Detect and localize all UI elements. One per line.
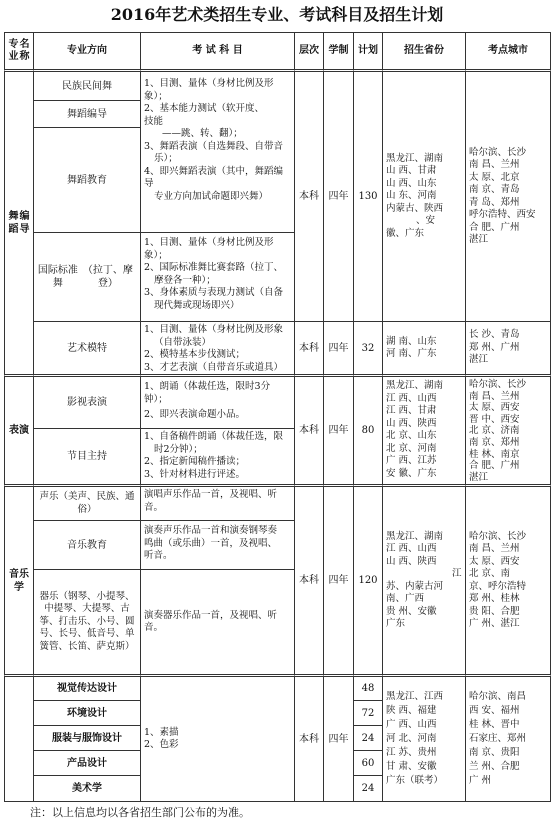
city-line: 北 京、南	[469, 568, 511, 579]
duration-char: 年	[338, 575, 349, 586]
duration-dance-b	[323, 321, 354, 375]
province-line: 江 西、山西	[386, 392, 437, 404]
plan-performance: 80	[353, 374, 383, 485]
province-line: 江 西、山西	[386, 543, 437, 554]
province-line: 湖 南、山东	[386, 335, 437, 347]
level-char: 本	[299, 342, 309, 354]
duration-char: 四	[328, 575, 339, 586]
province-line: 黑龙江、湖南	[386, 530, 444, 542]
direction-fashion-design: 服装与服饰设计	[33, 725, 141, 751]
subjects-dance-a-line: ——跳、转、翻）；	[162, 128, 243, 139]
header-duration	[323, 32, 354, 72]
subjects-dance-c-line: （自带泳装）	[154, 336, 212, 348]
subjects-line: 听音。	[144, 550, 173, 561]
level-performance	[294, 374, 324, 485]
cities-design	[465, 674, 551, 802]
city-line: 太 原、北京	[469, 171, 520, 183]
subjects-dance-b-line: 现代舞或现场即兴）	[154, 299, 240, 311]
subjects-line: 1、自备稿件朗诵（体裁任选，限	[144, 431, 284, 442]
province-line: 广 西、山西	[386, 719, 437, 730]
enrollment-table	[4, 32, 551, 802]
direction-dance-education: 舞蹈教育	[33, 127, 141, 233]
city-line: 京、呼尔浩特	[469, 580, 527, 592]
plan-dance-a: 130	[353, 71, 383, 322]
city-line: 南 京、青岛	[469, 184, 520, 195]
major-performance: 表演	[4, 374, 34, 485]
province-line: 山 东、河南	[386, 190, 437, 202]
level-char: 科	[309, 575, 319, 586]
subjects-line: 2、色彩	[144, 739, 179, 750]
province-line: 江 苏、贵州	[386, 747, 437, 758]
city-line: 兰 州、合肥	[469, 761, 520, 772]
province-line: 黑龙江、江西	[386, 691, 444, 702]
level-dance-a	[294, 71, 324, 322]
duration-char: 年	[338, 342, 349, 354]
level-char: 本	[299, 191, 309, 202]
subjects-dance-b	[140, 232, 295, 322]
city-line: 呼尔浩特、西安	[469, 209, 536, 220]
subjects-line: 演唱声乐作品一首，及视唱、听	[144, 489, 278, 500]
city-line: 南 昌、兰州	[469, 543, 520, 554]
subjects-music-c	[140, 569, 295, 675]
province-line: 黑龙江、湖南	[386, 152, 444, 164]
province-line: 、安	[416, 215, 436, 227]
province-line: 安 徽、广东	[386, 467, 437, 479]
cities-music	[465, 484, 551, 675]
province-line: 广东	[386, 618, 406, 629]
duration-performance	[323, 374, 354, 485]
city-line: 合 肥、广州	[469, 221, 520, 233]
province-line: 山 西、陕西	[386, 417, 437, 429]
city-line: 桂 林、南京	[469, 448, 520, 460]
subjects-performance-b	[140, 428, 295, 485]
subjects-line: 2、指定新闻稿件播读；	[144, 456, 246, 467]
level-char: 本	[299, 575, 309, 586]
duration-design	[323, 674, 354, 802]
provinces-performance	[382, 374, 466, 485]
city-line: 哈尔滨、长沙	[469, 530, 527, 542]
header-duration-line2: 制	[338, 45, 349, 56]
header-major-line1: 专业	[8, 39, 19, 62]
direction-dance-choreography: 舞蹈编导	[33, 100, 141, 128]
level-char: 科	[309, 191, 319, 202]
header-plan	[353, 32, 383, 72]
province-line: 徽、广东	[386, 227, 425, 239]
header-level-line1: 层	[299, 45, 309, 56]
header-major-line2: 名称	[19, 39, 30, 62]
subjects-design	[140, 674, 295, 802]
province-line: 贵 州、安徽	[386, 605, 437, 617]
subjects-dance-a-line: 技能	[144, 115, 164, 127]
plan-fine-arts: 24	[353, 775, 383, 802]
subjects-line: 鸣曲（或乐曲）一首，及视唱、	[144, 537, 278, 549]
header-subjects: 考 试 科 目	[140, 32, 295, 72]
cities-dance-b	[465, 321, 551, 375]
city-line: 石家庄、郑州	[469, 733, 527, 744]
subjects-dance-a	[140, 71, 295, 233]
city-line: 南 京、贵阳	[469, 747, 520, 758]
level-char: 科	[309, 733, 319, 745]
direction-ballroom-line1: 国际标准舞	[37, 265, 78, 289]
city-line: 广 州、湛江	[469, 618, 520, 629]
city-line: 北 京、济南	[469, 425, 520, 437]
subjects-line: 演奏声乐作品一首和演奏钢琴奏	[144, 525, 278, 536]
duration-char: 四	[328, 425, 339, 436]
province-line: 苏、内蒙古河	[386, 580, 444, 592]
city-line: 湛江	[469, 354, 489, 366]
major-dance-line1: 舞蹈	[8, 211, 19, 235]
duration-dance-a	[323, 71, 354, 322]
province-line: 北 京、山东	[386, 430, 437, 441]
subjects-line: 1、素描	[144, 726, 179, 738]
subjects-line: 2、即兴表演命题小品。	[144, 409, 246, 420]
direction-vocal: 声乐（美声、民族、通俗）	[33, 484, 141, 521]
subjects-dance-a-line: 4、即兴舞蹈表演（其中，舞蹈编导	[144, 165, 284, 189]
city-line: 哈尔滨、南昌	[469, 691, 527, 702]
subjects-line: 3、针对材料进行评述。	[144, 468, 246, 480]
city-line: 太 原、西安	[469, 555, 520, 567]
direction-folk-dance: 民族民间舞	[33, 71, 141, 101]
subjects-dance-b-line: 摩登各一种）；	[154, 274, 216, 286]
direction-environment-design: 环境设计	[33, 700, 141, 726]
city-line: 南 昌、兰州	[469, 390, 520, 402]
province-line: 河 南、广东	[386, 348, 437, 359]
direction-film-acting: 影视表演	[33, 374, 141, 429]
subjects-music-b	[140, 520, 295, 570]
subjects-line: 时2分钟）；	[154, 443, 203, 455]
cities-dance-a	[465, 71, 551, 322]
city-line: 南 昌、兰州	[469, 159, 520, 170]
province-line: 甘 肃、安徽	[386, 761, 437, 772]
subjects-dance-c-line: 2、模特基本步伐测试；	[144, 349, 246, 360]
province-line: 河 北、河南	[386, 733, 437, 744]
header-cities: 考点城市	[465, 32, 551, 72]
subjects-music-a	[140, 484, 295, 521]
level-dance-b	[294, 321, 324, 375]
subjects-dance-c	[140, 321, 295, 375]
province-line: 广 西、江苏	[386, 455, 437, 466]
major-dance-line2: 编导	[19, 211, 30, 235]
city-line: 太 原、西安	[469, 402, 520, 414]
provinces-design	[382, 674, 466, 802]
city-line: 郑 州、桂林	[469, 593, 520, 604]
direction-ballroom-dance	[33, 232, 141, 322]
subjects-dance-a-line: 专业方向加试命题即兴舞）	[154, 190, 269, 202]
plan-environment-design: 72	[353, 700, 383, 726]
level-music	[294, 484, 324, 675]
province-line: 北 京、河南	[386, 442, 437, 454]
subjects-dance-a-line: 2、基本能力测试（软开度、	[144, 103, 265, 114]
direction-product-design: 产品设计	[33, 750, 141, 776]
header-level-line2: 次	[309, 45, 319, 56]
header-duration-line1: 学	[328, 45, 339, 56]
province-line: 山 西、陕西	[386, 555, 437, 567]
subjects-dance-b-line: 3、身体素质与表现力测试（自备	[144, 287, 284, 298]
city-line: 郑 州、广州	[469, 341, 520, 353]
direction-hosting: 节目主持	[33, 428, 141, 485]
province-line: 陕 西、福建	[386, 705, 437, 716]
plan-visual-communication: 48	[353, 674, 383, 701]
direction-fine-arts: 美术学	[33, 775, 141, 802]
plan-dance-b: 32	[353, 321, 383, 375]
subjects-line: 1、朗诵（体裁任选，限时3分钟）；	[144, 381, 271, 405]
province-line: 黑龙江、湖南	[386, 380, 444, 391]
subjects-dance-c-line: 3、才艺表演（自带音乐或道具）	[144, 361, 284, 373]
plan-product-design: 60	[353, 750, 383, 776]
header-major	[4, 32, 34, 72]
subjects-line: 音。	[144, 501, 164, 513]
level-char: 本	[299, 425, 309, 436]
level-char: 本	[299, 733, 309, 745]
plan-music: 120	[353, 484, 383, 675]
city-line: 湛江	[469, 234, 489, 245]
provinces-music	[382, 484, 466, 675]
duration-char: 年	[338, 191, 349, 202]
footnote: 注：以上信息均以各省招生部门公布的为准。	[30, 806, 250, 819]
city-line: 长 沙、青岛	[469, 329, 520, 341]
direction-ballroom-line2: （拉丁、摩登）	[82, 265, 133, 289]
major-design-blank	[4, 674, 34, 802]
city-line: 桂 林、晋中	[469, 719, 520, 730]
city-line: 晋 中、西安	[469, 413, 520, 425]
header-plan-line2: 划	[368, 45, 378, 56]
duration-char: 年	[338, 733, 349, 745]
duration-char: 年	[338, 425, 349, 436]
duration-char: 四	[328, 342, 339, 354]
duration-music	[323, 484, 354, 675]
header-plan-line1: 计	[358, 45, 368, 56]
subjects-dance-c-line: 1、目测、量体（身材比例及形象	[144, 324, 284, 335]
duration-char: 四	[328, 191, 339, 202]
subjects-dance-a-line: 3、舞蹈表演（自选舞段、自带音	[144, 140, 284, 152]
province-line: 江 西、甘肃	[386, 405, 437, 416]
header-direction: 专业方向	[33, 32, 141, 72]
level-char: 科	[309, 425, 319, 436]
subjects-dance-b-line: 2、国际标准舞比赛套路（拉丁、	[144, 262, 284, 273]
subjects-dance-b-line: 1、目测、量体（身材比例及形象）；	[144, 237, 274, 261]
major-dance	[4, 71, 34, 375]
direction-instrumental: 器乐（钢琴、小提琴、中提琴、大提琴、古筝、打击乐、小号、圆号、长号、低音号、单簧管、长笛、萨克斯）	[33, 569, 141, 675]
header-level	[294, 32, 324, 72]
direction-music-education: 音乐教育	[33, 520, 141, 570]
province-line: 广东（联考）	[386, 775, 444, 786]
cities-performance	[465, 374, 551, 485]
header-provinces: 招生省份	[382, 32, 466, 72]
city-line: 贵 阳、合肥	[469, 605, 520, 617]
city-line: 合 肥、广州	[469, 460, 520, 472]
subjects-performance-a	[140, 374, 295, 429]
level-design	[294, 674, 324, 802]
city-line: 南 京、郑州	[469, 436, 520, 448]
provinces-dance-a	[382, 71, 466, 322]
city-line: 青 岛、郑州	[469, 196, 520, 208]
province-line: 南、广西	[386, 593, 425, 604]
page-title: 2016年艺术类招生专业、考试科目及招生计划	[110, 5, 444, 24]
city-line: 哈尔滨、长沙	[469, 379, 527, 390]
direction-art-model: 艺术模特	[33, 321, 141, 375]
subjects-dance-a-line: 乐）；	[154, 153, 178, 164]
subjects-line: 演奏器乐作品一首，及视唱、听	[144, 609, 278, 621]
provinces-dance-b	[382, 321, 466, 375]
level-char: 科	[309, 342, 319, 354]
direction-visual-communication: 视觉传达设计	[33, 674, 141, 701]
province-line: 山 西、甘肃	[386, 165, 437, 177]
plan-fashion-design: 24	[353, 725, 383, 751]
subjects-dance-a-line: 1、目测、量体（身材比例及形象）；	[144, 78, 274, 102]
province-line: 山 西、山东	[386, 177, 437, 189]
major-musicology: 音乐学	[4, 484, 34, 675]
duration-char: 四	[328, 733, 339, 745]
province-line: 内蒙古、陕西	[386, 202, 444, 214]
city-line: 哈尔滨、长沙	[469, 146, 527, 158]
city-line: 湛江	[469, 471, 489, 483]
city-line: 广 州	[469, 775, 492, 786]
subjects-line: 音。	[144, 622, 164, 633]
city-line: 西 安、福州	[469, 705, 520, 716]
province-line: 江	[452, 568, 462, 579]
